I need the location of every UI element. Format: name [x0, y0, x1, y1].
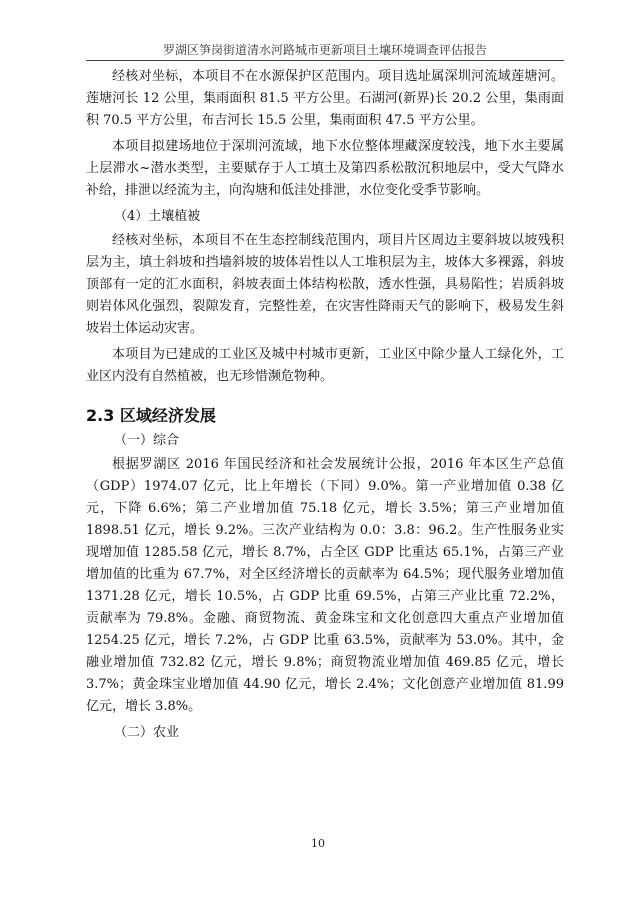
running-header-title: 罗湖区笋岗街道清水河路城市更新项目土壤环境调查评估报告 [162, 43, 487, 57]
subheading-agriculture: （二）农业 [114, 725, 180, 740]
paragraph-slope-geology: 经核对坐标，本项目不在生态控制线范围内，项目片区周边主要斜坡以坡残积层为主，填土斜坡和挡墙斜坡的坡体岩性以人工堆积层为主，坡体大多裸露，斜坡顶部有一定的汇水面积，斜坡表面土体结构松散，透水性强，具易陷性；岩质斜坡则岩体风化强烈，裂隙发育，完整性差，在灾害性降雨天气的影响下，极易发生斜坡岩土体运动灾害。 [86, 233, 564, 336]
paragraph-gdp-statistics: 根据罗湖区 2016 年国民经济和社会发展统计公报，2016 年本区生产总值（GDP）1974.07 亿元，比上年增长（下同）9.0%。第一产业增加值 0.38 亿元，下降 6.6%；第二产业增加值 75.18 亿元，增长 3.5%；第三产业增加值 1898.51 亿元，增长 9.2%。三次产业结构为 0.0：3.8：96.2。生产性服务业实现增加值 1285.58 亿元，增长 8.7%，占全区 GDP 比重达 65.1%，占第三产业增加值的比重为 67.7%，对全区经济增长的贡献率为 64.5%；现代服务业增加值 1371.28 亿元，增长 10.5%，占 GDP 比重 69.5%，占第三产业比重 72.2%，贡献率为 79.8%。金融、商贸物流、黄金珠宝和文化创意四大重点产业增加值 1254.25 亿元，增长 7.2%，占 GDP 比重 63.5%，贡献率为 53.0%。其中，金融业增加值 732.82 亿元，增长 9.8%；商贸物流业增加值 469.85 亿元，增长 3.7%；黄金珠宝业增加值 44.90 亿元，增长 2.4%；文化创意产业增加值 81.99 亿元，增长 3.8%。 [86, 457, 564, 714]
subheading-overview: （一）综合 [114, 433, 180, 448]
page-number: 10 [311, 837, 325, 850]
header-divider [86, 60, 564, 61]
paragraph-vegetation: 本项目为已建成的工业区及城中村城市更新，工业区中除少量人工绿化外，工业区内没有自然植被，也无珍惜濒危物种。 [86, 347, 564, 384]
paragraph-groundwater: 本项目拟建场地位于深圳河流域，地下水位整体埋藏深度较浅，地下水主要属上层滞水~潜水类型，主要赋存于人工填土及第四系松散沉积地层中，受大气降水补给，排泄以经流为主，向沟塘和低洼处排泄，水位变化受季节影响。 [86, 139, 564, 198]
section-heading-regional-economy: 2.3 区域经济发展 [86, 406, 216, 425]
paragraph-water-source: 经核对坐标，本项目不在水源保护区范围内。项目选址属深圳河流域莲塘河。莲塘河长 12 公里，集雨面积 81.5 平方公里。石湖河(新界)长 20.2 公里，集雨面积 70.5 平方公里，布吉河长 15.5 公里，集雨面积 47.5 平方公里。 [86, 69, 564, 128]
subheading-soil-vegetation: （4）土壤植被 [114, 209, 201, 224]
page-body [86, 66, 564, 746]
